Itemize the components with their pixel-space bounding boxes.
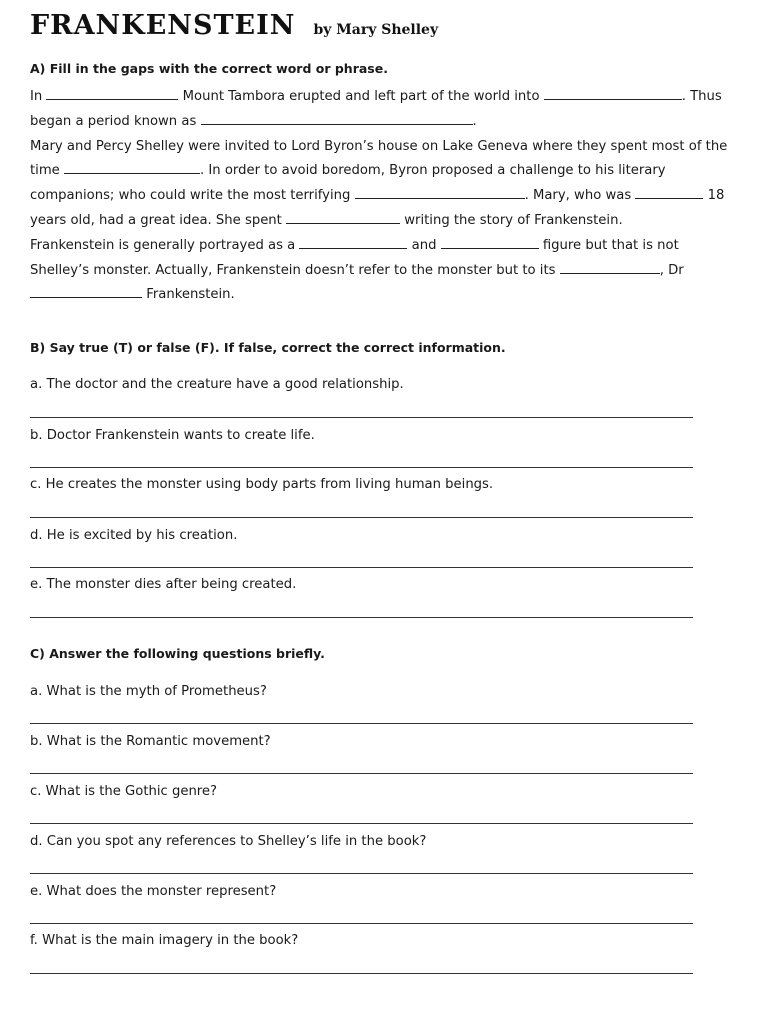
answer-line[interactable] (30, 417, 693, 418)
gap-blank[interactable] (299, 234, 407, 249)
short-answer-question: b. What is the Romantic movement? (30, 734, 271, 749)
gap-fill-paragraph-3 (30, 234, 735, 308)
worksheet-header (30, 10, 438, 41)
section-a-gap-fill-text (30, 85, 735, 308)
gap-text: Mary and Percy Shelley were invited to Lord Byron’s house on Lake Geneva where they spent most of the time (30, 138, 728, 179)
section-c-heading: C) Answer the following questions briefly. (30, 646, 325, 661)
true-false-question: d. He is excited by his creation. (30, 528, 238, 543)
gap-blank[interactable] (355, 184, 525, 199)
gap-text: . In order to avoid boredom, Byron proposed a challenge to his literary companions; who could write the most terrifying (30, 163, 666, 204)
section-a-heading: A) Fill in the gaps with the correct word or phrase. (30, 61, 388, 76)
gap-text: . Thus began a period known as (30, 89, 722, 129)
true-false-question: a. The doctor and the creature have a good relationship. (30, 377, 404, 392)
gap-text: 18 years old, had a great idea. She spent (30, 188, 725, 228)
gap-blank[interactable] (286, 209, 400, 224)
gap-blank[interactable] (441, 234, 539, 249)
answer-line[interactable] (30, 723, 693, 724)
answer-line[interactable] (30, 773, 693, 774)
gap-blank[interactable] (201, 110, 473, 125)
answer-line[interactable] (30, 517, 693, 518)
gap-text: and (411, 237, 437, 253)
author-byline: by Mary Shelley (313, 22, 439, 38)
gap-text: Mount Tambora erupted and left part of the world into (182, 89, 540, 104)
gap-fill-paragraph-2 (30, 135, 735, 234)
gap-blank[interactable] (30, 283, 142, 298)
gap-text: , Dr (659, 262, 684, 278)
gap-text: . (472, 113, 477, 129)
gap-blank[interactable] (544, 85, 682, 100)
answer-line[interactable] (30, 823, 693, 824)
short-answer-question: a. What is the myth of Prometheus? (30, 684, 267, 699)
answer-line[interactable] (30, 617, 693, 618)
short-answer-question: d. Can you spot any references to Shelley’s life in the book? (30, 834, 427, 849)
true-false-question: c. He creates the monster using body parts from living human beings. (30, 477, 494, 492)
gap-text: Frankenstein is generally portrayed as a (30, 237, 296, 253)
gap-text: Frankenstein. (146, 287, 235, 303)
short-answer-question: e. What does the monster represent? (30, 884, 277, 899)
gap-blank[interactable] (560, 259, 660, 274)
worksheet-title: FRANKENSTEIN (30, 10, 296, 41)
gap-text: figure but that is not Shelley’s monster. Actually, Frankenstein doesn’t refer to the monster but to its (30, 237, 679, 278)
gap-text: writing the story of Frankenstein. (404, 212, 623, 228)
gap-blank[interactable] (46, 85, 178, 100)
answer-line[interactable] (30, 873, 693, 874)
short-answer-question: f. What is the main imagery in the book? (30, 933, 299, 948)
short-answer-question: c. What is the Gothic genre? (30, 784, 218, 799)
answer-line[interactable] (30, 973, 693, 974)
answer-line[interactable] (30, 467, 693, 468)
gap-blank[interactable] (635, 184, 703, 199)
gap-text: . Mary, who was (524, 188, 632, 204)
gap-fill-paragraph-1 (30, 85, 735, 135)
answer-line[interactable] (30, 567, 693, 568)
gap-text: In (30, 89, 43, 104)
true-false-question: e. The monster dies after being created. (30, 577, 297, 592)
section-b-heading: B) Say true (T) or false (F). If false, correct the correct information. (30, 340, 506, 355)
true-false-question: b. Doctor Frankenstein wants to create life. (30, 428, 315, 443)
answer-line[interactable] (30, 923, 693, 924)
gap-blank[interactable] (64, 159, 200, 174)
